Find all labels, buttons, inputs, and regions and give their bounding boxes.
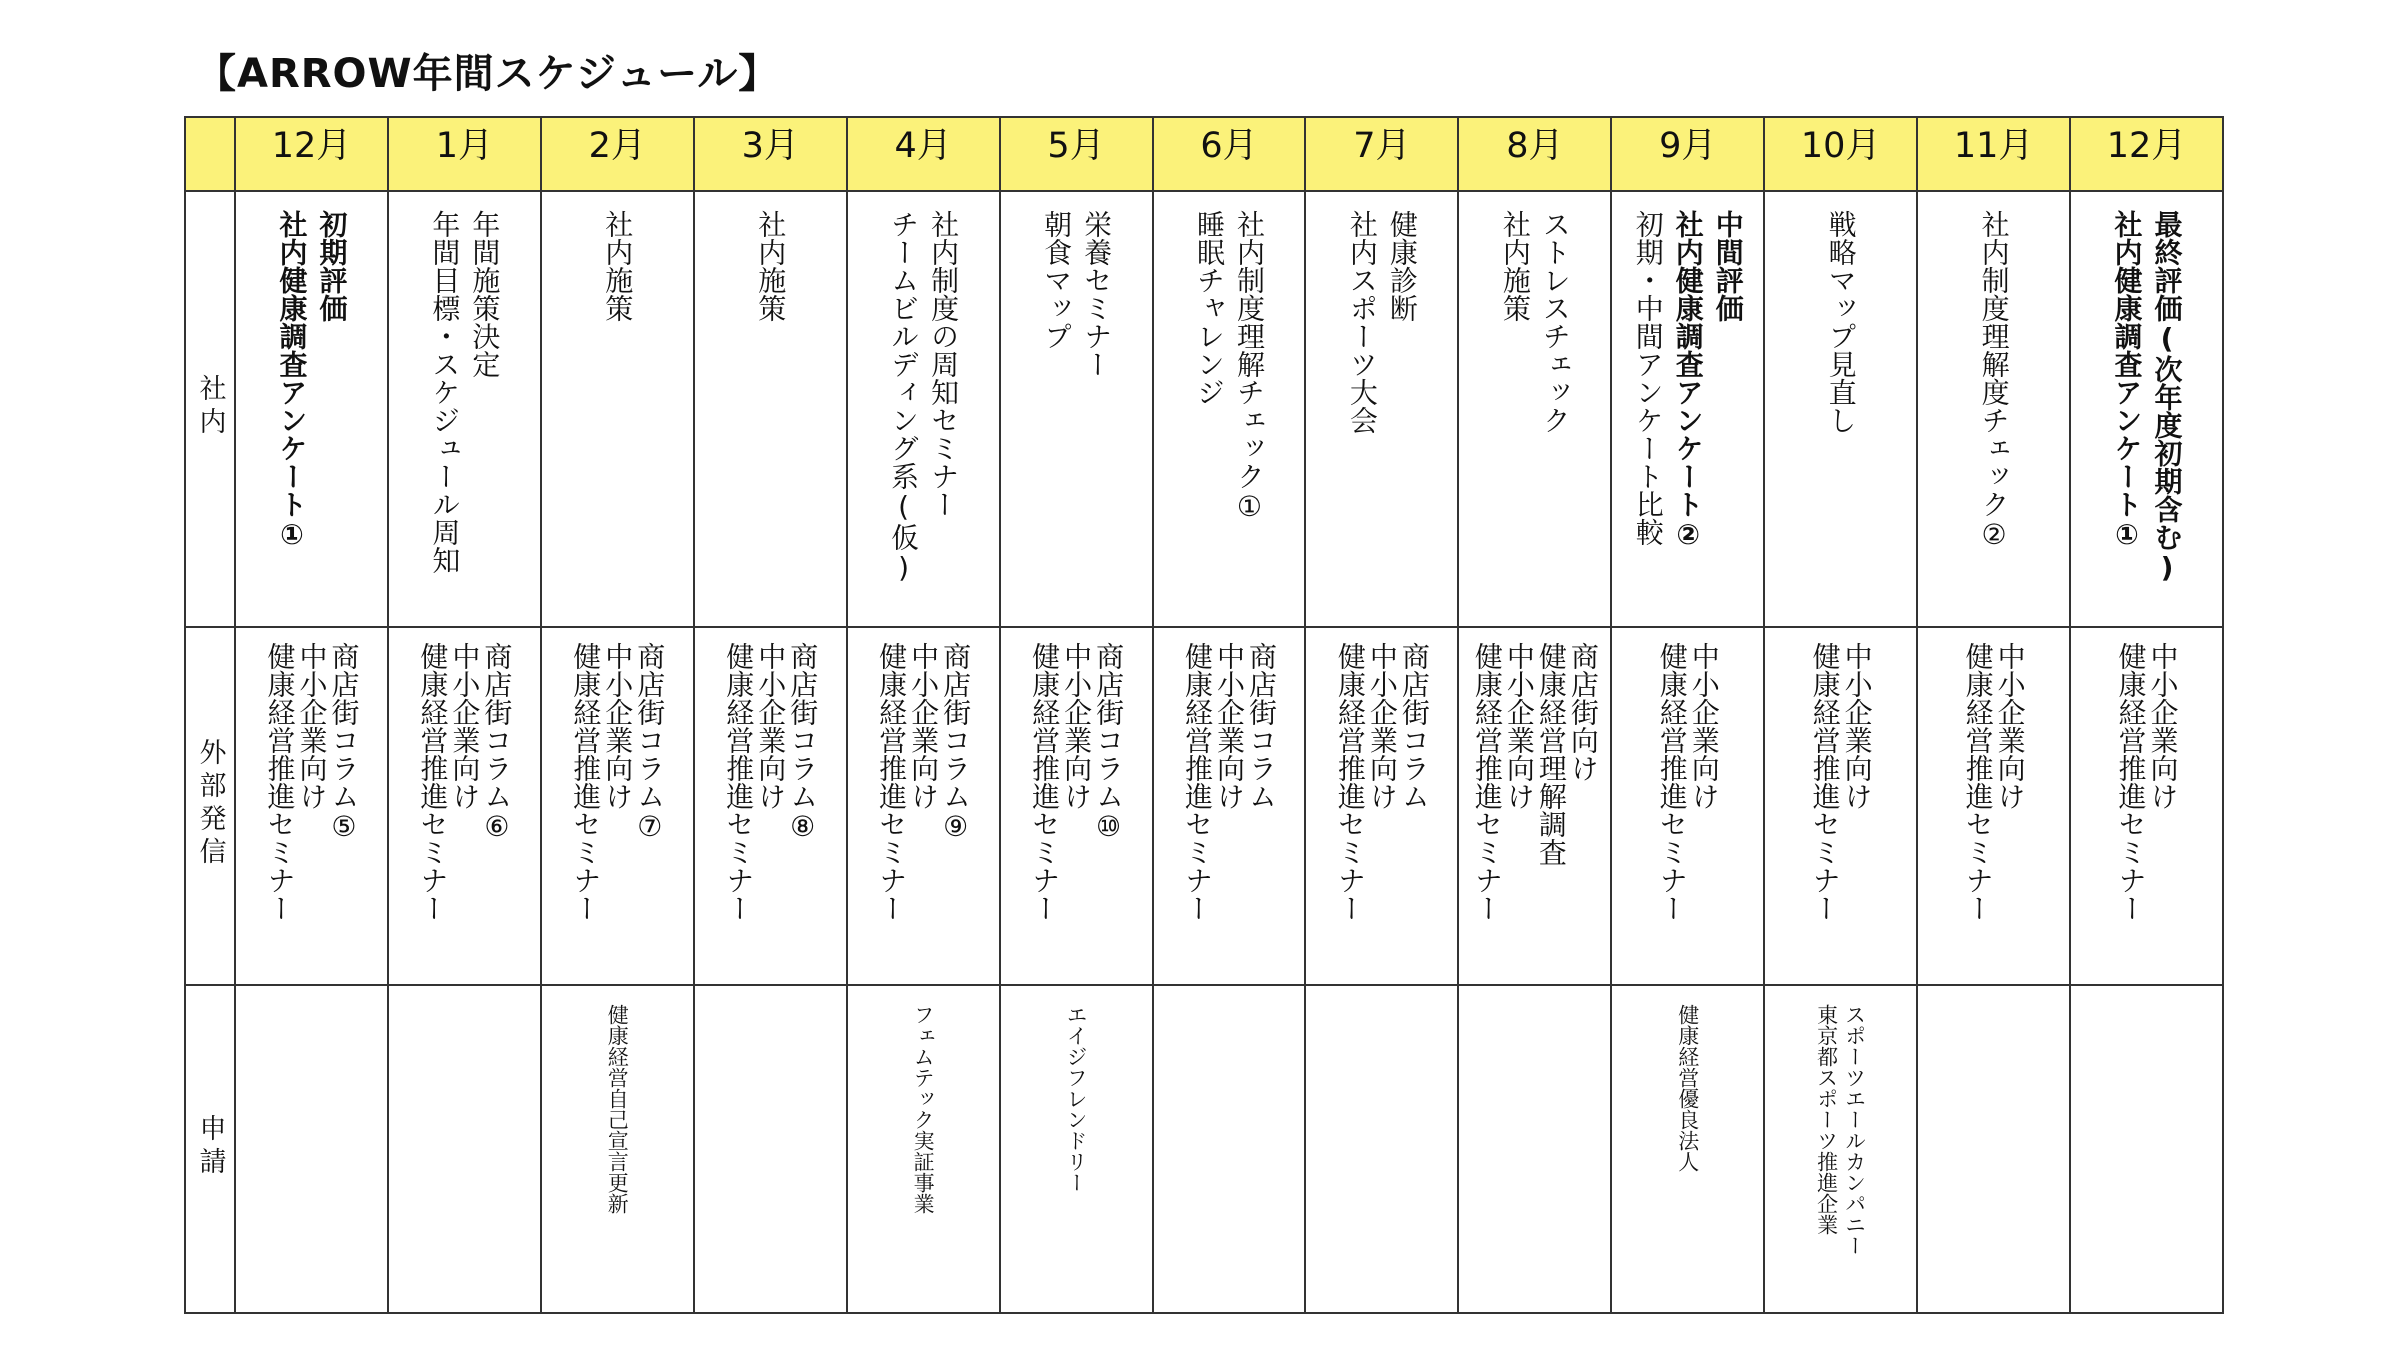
external-line: 商店街コラム⑦ xyxy=(633,642,667,843)
external-line: 中小企業向け xyxy=(601,642,635,810)
external-line: 健康経営推進セミナー xyxy=(1808,642,1842,922)
internal-cell-text xyxy=(1342,192,1422,626)
external-line: 商店街コラム xyxy=(1244,642,1278,810)
apply-cell-text xyxy=(1674,986,1702,1312)
internal-cell xyxy=(1153,191,1306,627)
apply-cell xyxy=(1000,985,1153,1313)
month-header: 11月 xyxy=(1917,117,2070,191)
internal-cell xyxy=(1611,191,1764,627)
month-header: 6月 xyxy=(1153,117,1306,191)
internal-cell-text xyxy=(883,192,963,626)
apply-cell xyxy=(541,985,694,1313)
month-header: 12月 xyxy=(2070,117,2223,191)
internal-cell-text xyxy=(271,192,351,626)
internal-line: 年間目標・スケジュール周知 xyxy=(428,210,462,574)
internal-cell xyxy=(2070,191,2223,627)
internal-cell-text xyxy=(2107,192,2187,626)
external-cell xyxy=(2070,627,2223,985)
external-cell xyxy=(235,627,388,985)
external-cell-text xyxy=(2115,628,2179,984)
external-line: 健康経営推進セミナー xyxy=(1028,642,1062,922)
external-cell xyxy=(1611,627,1764,985)
internal-cell xyxy=(541,191,694,627)
month-header: 9月 xyxy=(1611,117,1764,191)
internal-line: 戦略マップ見直し xyxy=(1824,210,1858,434)
external-line: 中小企業向け xyxy=(1687,642,1721,810)
external-line: 健康経営推進セミナー xyxy=(1655,642,1689,922)
external-cell xyxy=(541,627,694,985)
external-line: 健康経営推進セミナー xyxy=(1470,642,1504,922)
internal-cell-text xyxy=(1974,192,2014,626)
internal-cell-text xyxy=(424,192,504,626)
external-line: 商店街コラム⑩ xyxy=(1092,642,1126,843)
external-cell-text xyxy=(1962,628,2026,984)
external-line: 中小企業向け xyxy=(1993,642,2027,810)
apply-cell xyxy=(694,985,847,1313)
external-cell xyxy=(1917,627,2070,985)
page-title: 【ARROW年間スケジュール】 xyxy=(196,51,780,97)
external-cell-text xyxy=(1334,628,1430,984)
internal-line: 朝食マップ xyxy=(1040,210,1074,350)
apply-cell-text xyxy=(909,986,937,1312)
month-header: 7月 xyxy=(1305,117,1458,191)
internal-cell-text xyxy=(1036,192,1116,626)
row-label-apply xyxy=(185,985,235,1313)
header-corner xyxy=(185,117,235,191)
internal-line: 社内制度理解度チェック② xyxy=(1977,210,2011,551)
internal-cell-text xyxy=(1628,192,1748,626)
external-line: 中小企業向け xyxy=(1060,642,1094,810)
apply-cell xyxy=(847,985,1000,1313)
apply-line: エイジフレンドリー xyxy=(1064,1004,1089,1193)
external-line: 商店街コラム⑥ xyxy=(480,642,514,843)
internal-cell-text xyxy=(1495,192,1575,626)
row-label-text: 社内 xyxy=(194,374,226,440)
internal-line: ストレスチェック xyxy=(1538,210,1572,434)
external-cell xyxy=(694,627,847,985)
internal-line: 社内施策 xyxy=(1498,210,1532,322)
apply-line: 東京都スポーツ推進企業 xyxy=(1814,1004,1839,1235)
internal-cell xyxy=(235,191,388,627)
internal-line: 社内スポーツ大会 xyxy=(1345,210,1379,434)
external-cell xyxy=(1000,627,1153,985)
external-row xyxy=(185,627,2223,985)
internal-line: 最終評価(次年度初期含む) xyxy=(2150,210,2184,584)
month-header: 12月 xyxy=(235,117,388,191)
month-header: 2月 xyxy=(541,117,694,191)
internal-row xyxy=(185,191,2223,627)
internal-cell xyxy=(1305,191,1458,627)
external-cell-text xyxy=(1471,628,1599,984)
internal-cell xyxy=(1764,191,1917,627)
external-cell-text xyxy=(1656,628,1720,984)
external-cell xyxy=(388,627,541,985)
month-header: 8月 xyxy=(1458,117,1611,191)
month-header: 4月 xyxy=(847,117,1000,191)
row-label-internal xyxy=(185,191,235,627)
internal-cell-text xyxy=(750,192,790,626)
external-cell xyxy=(1764,627,1917,985)
external-cell-text xyxy=(1809,628,1873,984)
internal-line: 中間評価 xyxy=(1711,210,1745,322)
apply-cell-text xyxy=(1813,986,1869,1312)
external-line: 商店街コラム⑧ xyxy=(786,642,820,843)
internal-line: 社内健康調査アンケート① xyxy=(275,210,309,551)
internal-line: チームビルディング系(仮) xyxy=(887,210,921,584)
external-cell-text xyxy=(569,628,665,984)
external-line: 中小企業向け xyxy=(295,642,329,810)
internal-cell xyxy=(1917,191,2070,627)
external-line: 健康経営推進セミナー xyxy=(263,642,297,922)
apply-cell xyxy=(1611,985,1764,1313)
external-cell xyxy=(1458,627,1611,985)
internal-line: 社内健康調査アンケート① xyxy=(2110,210,2144,551)
month-header: 1月 xyxy=(388,117,541,191)
external-line: 商店街コラム xyxy=(1397,642,1431,810)
external-line: 中小企業向け xyxy=(907,642,941,810)
apply-cell-text xyxy=(603,986,631,1312)
month-header: 10月 xyxy=(1764,117,1917,191)
external-line: 健康経営推進セミナー xyxy=(569,642,603,922)
internal-cell-text xyxy=(1189,192,1269,626)
internal-line: 睡眠チャレンジ xyxy=(1192,210,1226,406)
internal-cell xyxy=(388,191,541,627)
internal-line: 社内施策 xyxy=(754,210,788,322)
external-cell xyxy=(1153,627,1306,985)
internal-line: 社内健康調査アンケート② xyxy=(1671,210,1705,551)
internal-line: 初期評価 xyxy=(315,210,349,322)
apply-line: 健康経営優良法人 xyxy=(1675,1004,1700,1172)
internal-line: 社内制度理解チェック① xyxy=(1232,210,1266,523)
internal-line: 社内制度の周知セミナー xyxy=(927,210,961,518)
internal-cell xyxy=(694,191,847,627)
apply-row xyxy=(185,985,2223,1313)
external-line: 中小企業向け xyxy=(448,642,482,810)
external-cell xyxy=(847,627,1000,985)
external-cell xyxy=(1305,627,1458,985)
internal-line: 健康診断 xyxy=(1385,210,1419,322)
apply-cell xyxy=(1764,985,1917,1313)
external-cell-text xyxy=(263,628,359,984)
internal-cell-text xyxy=(597,192,637,626)
apply-cell xyxy=(2070,985,2223,1313)
external-line: 中小企業向け xyxy=(1840,642,1874,810)
external-cell-text xyxy=(416,628,512,984)
external-line: 中小企業向け xyxy=(1365,642,1399,810)
external-line: 健康経営推進セミナー xyxy=(1180,642,1214,922)
external-line: 中小企業向け xyxy=(754,642,788,810)
external-line: 健康経営推進セミナー xyxy=(722,642,756,922)
row-label-text: 申請 xyxy=(194,1114,226,1180)
month-header-row xyxy=(185,117,2223,191)
external-line: 商店街向け xyxy=(1566,642,1600,782)
apply-line: スポーツエールカンパニー xyxy=(1842,1004,1867,1256)
apply-line: 健康経営自己宣言更新 xyxy=(605,1004,630,1214)
external-line: 健康経営推進セミナー xyxy=(875,642,909,922)
internal-cell-text xyxy=(1821,192,1861,626)
internal-cell xyxy=(847,191,1000,627)
apply-cell xyxy=(1305,985,1458,1313)
row-label-external xyxy=(185,627,235,985)
month-header: 3月 xyxy=(694,117,847,191)
external-line: 健康経営推進セミナー xyxy=(2114,642,2148,922)
apply-cell xyxy=(235,985,388,1313)
external-line: 商店街コラム⑤ xyxy=(327,642,361,843)
external-cell-text xyxy=(722,628,818,984)
internal-line: 年間施策決定 xyxy=(468,210,502,378)
internal-line: 社内施策 xyxy=(601,210,635,322)
external-line: 中小企業向け xyxy=(1212,642,1246,810)
apply-cell xyxy=(1458,985,1611,1313)
internal-cell xyxy=(1000,191,1153,627)
external-cell-text xyxy=(1028,628,1124,984)
external-line: 健康経営推進セミナー xyxy=(1961,642,1995,922)
apply-cell xyxy=(388,985,541,1313)
apply-cell xyxy=(1917,985,2070,1313)
external-line: 健康経営推進セミナー xyxy=(1333,642,1367,922)
month-header: 5月 xyxy=(1000,117,1153,191)
internal-cell xyxy=(1458,191,1611,627)
apply-line: フェムテック実証事業 xyxy=(911,1004,936,1214)
internal-line: 初期・中間アンケート比較 xyxy=(1631,210,1665,546)
external-line: 中小企業向け xyxy=(2146,642,2180,810)
apply-cell xyxy=(1153,985,1306,1313)
external-line: 中小企業向け xyxy=(1502,642,1536,810)
external-cell-text xyxy=(875,628,971,984)
external-line: 健康経営理解調査 xyxy=(1534,642,1568,866)
internal-line: 栄養セミナー xyxy=(1080,210,1114,378)
external-line: 健康経営推進セミナー xyxy=(416,642,450,922)
apply-cell-text xyxy=(1062,986,1090,1312)
annual-schedule-table xyxy=(184,116,2224,1314)
external-cell-text xyxy=(1181,628,1277,984)
external-line: 商店街コラム⑨ xyxy=(939,642,973,843)
row-label-text: 外部発信 xyxy=(194,738,226,870)
